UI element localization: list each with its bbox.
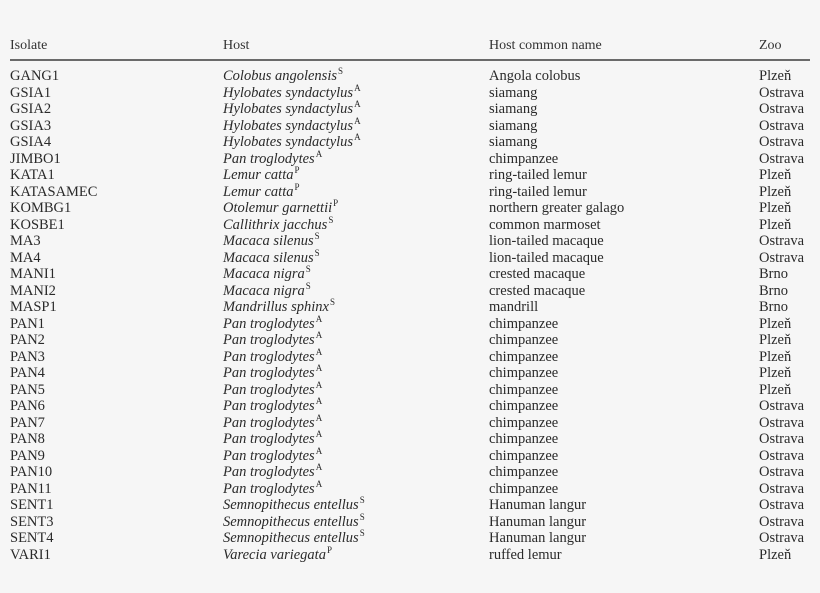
host-footnote-mark: S [314,231,320,241]
host-footnote-mark: S [359,511,365,522]
host-cell [223,379,323,400]
isolate-cell: MANI2 [10,282,56,299]
host-cell [223,412,323,433]
host-species: Lemur catta [223,167,294,183]
header-isolate: Isolate [10,38,48,53]
table-row [10,332,810,349]
host-footnote-mark: A [354,82,361,93]
table-row [10,379,810,399]
host-species: Mandrillus sphinx [223,299,329,315]
host-footnote-mark: A [354,132,361,142]
common-name-cell: Hanuman langur [489,530,587,546]
zoo-cell: Plzeň [759,200,792,216]
table-row [10,398,810,415]
zoo-cell: Ostrava [759,414,805,431]
common-name-cell: chimpanzee [489,480,559,497]
host-species: Pan troglodytes [223,464,315,480]
common-name-cell: northern greater galago [489,200,625,216]
host-cell [223,233,320,251]
host-species: Pan troglodytes [223,315,315,332]
common-name-cell: siamang [489,84,538,101]
host-cell [223,431,322,449]
common-name-cell: lion-tailed macaque [489,233,604,249]
host-cell [223,478,323,499]
common-name-cell: chimpanzee [489,381,559,398]
host-footnote-mark: A [315,363,323,373]
zoo-cell: Plzeň [759,68,792,84]
zoo-cell: Plzeň [759,332,792,348]
host-cell [223,365,322,383]
host-cell [223,200,338,218]
host-cell [223,148,323,169]
host-species: Hylobates syndactylus [223,101,354,117]
common-name-cell: mandrill [489,299,539,315]
host-footnote-mark: S [314,247,320,258]
host-footnote-mark: A [315,379,323,390]
isolate-host-table [10,37,810,563]
host-cell [223,280,311,301]
zoo-cell: Brno [759,282,788,299]
host-footnote-mark: P [326,544,332,555]
host-cell [223,82,361,103]
common-name-cell: chimpanzee [489,414,559,431]
host-cell [223,181,300,202]
common-name-cell: siamang [489,101,538,117]
table-row [10,247,810,267]
table-row [10,233,810,250]
isolate-cell: PAN4 [10,365,45,381]
common-name-cell: chimpanzee [489,332,559,348]
common-name-cell: Hanuman langur [489,497,587,513]
host-footnote-mark: A [315,330,323,340]
table-row [10,511,810,531]
header-common-name: Host common name [489,38,602,53]
zoo-cell: Brno [759,299,788,315]
host-species: Macaca nigra [223,266,305,282]
host-footnote-mark: A [315,346,323,357]
zoo-cell: Plzeň [759,546,792,563]
host-species: Lemur catta [223,183,294,200]
host-species: Varecia variegata [223,546,326,563]
host-species: Pan troglodytes [223,381,315,398]
isolate-cell: PAN3 [10,348,45,365]
host-species: Semnopithecus entellus [223,530,359,546]
zoo-cell: Ostrava [759,398,805,414]
host-cell [223,445,323,466]
isolate-cell: KOSBE1 [10,216,65,233]
host-footnote-mark: A [315,412,323,423]
table-row [10,346,810,366]
common-name-cell: crested macaque [489,282,586,299]
host-cell [223,398,322,416]
host-species: Macaca nigra [223,282,305,299]
isolate-cell: VARI1 [10,546,51,563]
table-row [10,200,810,217]
host-cell [223,497,365,515]
host-cell [223,332,322,350]
common-name-cell: siamang [489,117,538,134]
table-body [10,68,810,563]
isolate-cell: PAN5 [10,381,45,398]
table-row [10,478,810,498]
host-species: Macaca silenus [223,249,314,266]
zoo-cell: Plzeň [759,365,792,381]
host-species: Pan troglodytes [223,348,315,365]
common-name-cell: crested macaque [489,266,586,282]
host-footnote-mark: S [359,528,365,538]
host-footnote-mark: A [315,462,323,472]
host-species: Colobus angolensis [223,68,337,84]
common-name-cell: chimpanzee [489,464,559,480]
common-name-cell: chimpanzee [489,365,559,381]
table-row [10,365,810,382]
isolate-cell: PAN11 [10,480,52,497]
table-row [10,214,810,234]
host-footnote-mark: S [305,280,311,291]
isolate-cell: MANI1 [10,266,56,282]
table-row [10,181,810,201]
isolate-cell: SENT1 [10,497,54,513]
isolate-cell: PAN7 [10,414,45,431]
common-name-cell: chimpanzee [489,150,559,167]
table-row [10,313,810,333]
host-footnote-mark: S [328,214,334,225]
isolate-cell: SENT4 [10,530,54,546]
isolate-cell: SENT3 [10,513,54,530]
isolate-cell: PAN9 [10,447,45,464]
host-footnote-mark: A [315,478,323,489]
host-species: Pan troglodytes [223,150,315,167]
table-row [10,266,810,283]
host-species: Pan troglodytes [223,332,315,348]
common-name-cell: chimpanzee [489,348,559,365]
host-species: Macaca silenus [223,233,314,249]
host-cell [223,167,300,185]
common-name-cell: chimpanzee [489,447,559,464]
common-name-cell: chimpanzee [489,398,559,414]
host-footnote-mark: P [294,165,300,175]
table-row [10,101,810,118]
host-footnote-mark: S [359,495,365,505]
common-name-cell: ring-tailed lemur [489,167,587,183]
host-species: Pan troglodytes [223,398,315,414]
table-row [10,115,810,135]
isolate-cell: MASP1 [10,299,57,315]
host-species: Callithrix jacchus [223,216,328,233]
host-cell [223,346,323,367]
host-species: Pan troglodytes [223,431,315,447]
zoo-cell: Ostrava [759,150,805,167]
host-cell [223,68,343,86]
host-footnote-mark: A [315,396,323,406]
isolate-cell: MA4 [10,249,41,266]
zoo-cell: Ostrava [759,447,805,464]
table-row [10,464,810,481]
isolate-cell: GSIA4 [10,134,52,150]
isolate-cell: PAN8 [10,431,45,447]
host-footnote-mark: P [333,198,339,208]
host-cell [223,464,322,482]
host-species: Semnopithecus entellus [223,497,359,513]
common-name-cell: siamang [489,134,538,150]
table-row [10,445,810,465]
host-species: Hylobates syndactylus [223,84,354,101]
zoo-cell: Ostrava [759,513,805,530]
host-species: Semnopithecus entellus [223,513,359,530]
host-footnote-mark: A [315,445,323,456]
common-name-cell: chimpanzee [489,431,559,447]
zoo-cell: Ostrava [759,84,805,101]
table-row [10,412,810,432]
host-species: Hylobates syndactylus [223,117,354,134]
header-zoo: Zoo [759,38,782,53]
zoo-cell: Ostrava [759,233,805,249]
common-name-cell: ring-tailed lemur [489,183,587,200]
table-row [10,167,810,184]
zoo-cell: Ostrava [759,134,805,150]
host-species: Pan troglodytes [223,365,315,381]
isolate-cell: MA3 [10,233,41,249]
table-row [10,134,810,151]
host-footnote-mark: A [354,115,361,126]
host-cell [223,313,323,334]
host-footnote-mark: A [315,429,323,439]
zoo-cell: Ostrava [759,497,805,513]
common-name-cell: ruffed lemur [489,546,562,563]
host-cell [223,530,365,548]
zoo-cell: Plzeň [759,348,792,365]
isolate-cell: PAN1 [10,315,45,332]
isolate-cell: GSIA2 [10,101,52,117]
host-footnote-mark: S [338,66,344,76]
table-row [10,82,810,102]
host-cell [223,544,332,565]
isolate-cell: GSIA1 [10,84,52,101]
isolate-cell: PAN10 [10,464,53,480]
zoo-cell: Plzeň [759,315,792,332]
zoo-cell: Ostrava [759,117,805,134]
table-row [10,280,810,300]
zoo-cell: Brno [759,266,788,282]
table-row [10,148,810,168]
zoo-cell: Ostrava [759,431,805,447]
host-footnote-mark: S [329,297,335,307]
host-footnote-mark: A [354,99,361,109]
host-species: Otolemur garnettii [223,200,333,216]
host-cell [223,266,311,284]
host-cell [223,115,361,136]
table-row [10,431,810,448]
header-host: Host [223,38,250,53]
host-cell [223,134,361,152]
host-species: Hylobates syndactylus [223,134,354,150]
table-row [10,497,810,514]
header-rule [10,59,810,61]
isolate-cell: PAN2 [10,332,45,348]
common-name-cell: lion-tailed macaque [489,249,604,266]
table-row [10,530,810,547]
isolate-cell: KATA1 [10,167,55,183]
host-cell [223,511,365,532]
isolate-cell: GSIA3 [10,117,52,134]
isolate-cell: JIMBO1 [10,150,61,167]
zoo-cell: Plzeň [759,167,792,183]
zoo-cell: Plzeň [759,381,792,398]
isolate-cell: PAN6 [10,398,45,414]
host-footnote-mark: A [315,148,323,159]
host-species: Pan troglodytes [223,447,315,464]
zoo-cell: Plzeň [759,216,792,233]
table-header [10,37,810,57]
zoo-cell: Ostrava [759,480,805,497]
zoo-cell: Ostrava [759,530,805,546]
host-footnote-mark: A [315,313,323,324]
table-row [10,299,810,316]
common-name-cell: Hanuman langur [489,513,587,530]
zoo-cell: Ostrava [759,249,805,266]
host-species: Pan troglodytes [223,414,315,431]
common-name-cell: Angola colobus [489,68,581,84]
isolate-cell: KATASAMEC [10,183,98,200]
host-cell [223,101,361,119]
isolate-cell: GANG1 [10,68,60,84]
table-row [10,68,810,85]
host-footnote-mark: S [305,264,311,274]
host-species: Pan troglodytes [223,480,315,497]
table-row [10,544,810,564]
zoo-cell: Ostrava [759,101,805,117]
host-footnote-mark: P [294,181,300,192]
isolate-cell: KOMBG1 [10,200,72,216]
zoo-cell: Ostrava [759,464,805,480]
common-name-cell: common marmoset [489,216,601,233]
common-name-cell: chimpanzee [489,315,559,332]
zoo-cell: Plzeň [759,183,792,200]
